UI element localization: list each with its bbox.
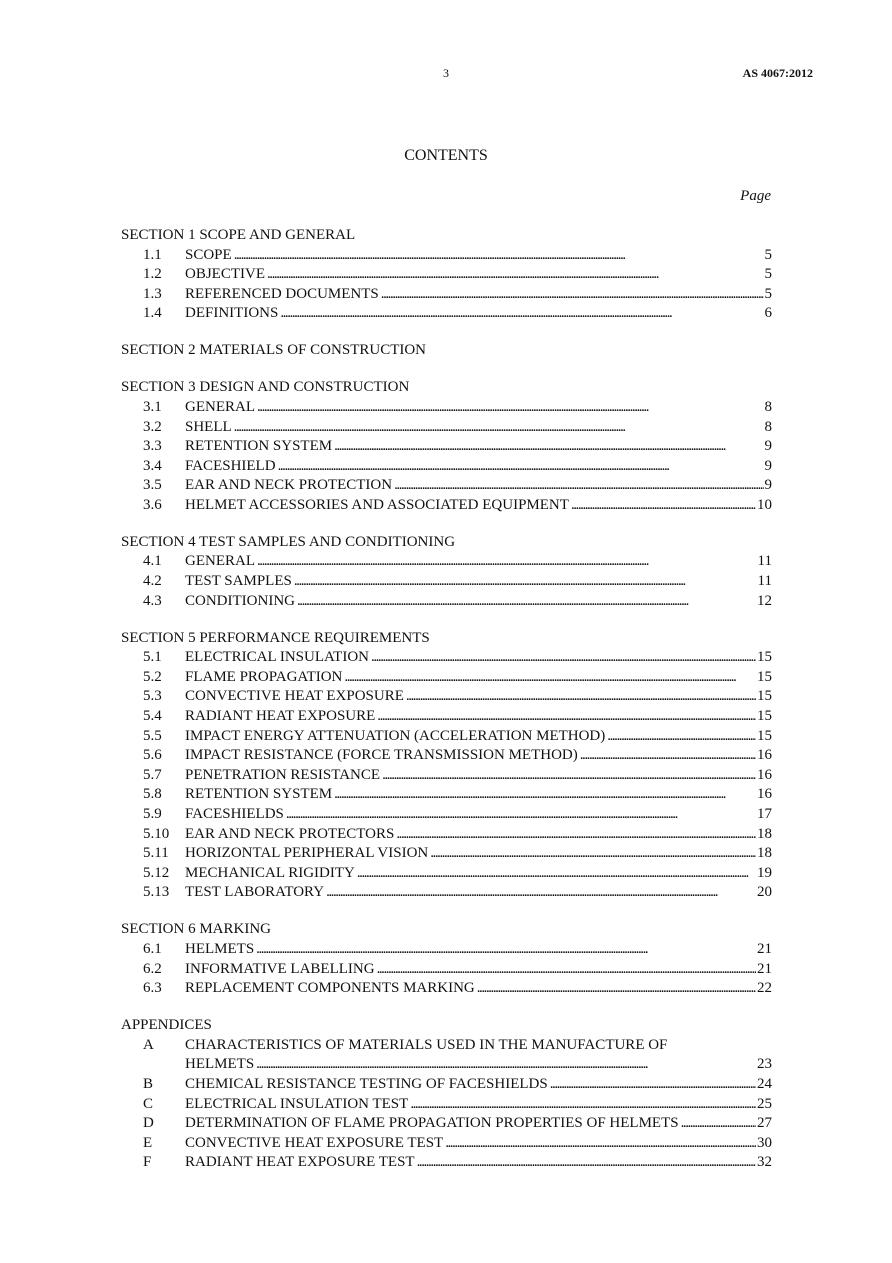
dot-leader (406, 687, 756, 707)
toc-entry[interactable] (121, 805, 772, 825)
toc-entry-page: 15 (757, 727, 772, 744)
toc-entry[interactable] (121, 496, 772, 516)
dot-leader (334, 785, 756, 805)
dot-leader (297, 592, 756, 612)
toc-entry-number: 3.3 (143, 438, 162, 455)
dot-leader (357, 864, 756, 884)
toc-entry-number: 1.2 (143, 266, 162, 283)
toc-entry-page: 11 (757, 573, 772, 590)
toc-entry-number: 3.6 (143, 496, 162, 513)
toc-entry-number: F (143, 1154, 152, 1171)
toc-entry-title: FLAME PROPAGATION (185, 668, 343, 685)
toc-entry-number: 4.3 (143, 592, 162, 609)
toc-entry-page: 24 (757, 1075, 772, 1092)
toc-entry-number: 5.3 (143, 688, 162, 705)
toc-entry-page: 15 (757, 668, 772, 685)
toc-entry-number: 5.8 (143, 786, 162, 803)
toc-entry[interactable] (121, 457, 772, 477)
toc-entry[interactable] (121, 418, 772, 438)
toc-entry-page: 8 (764, 418, 772, 435)
toc-entry-number: 6.1 (143, 940, 162, 957)
toc-entry-number: 5.4 (143, 708, 162, 725)
toc-section-heading[interactable]: SECTION 6 MARKING (121, 921, 271, 938)
table-of-contents (121, 226, 772, 1173)
toc-entry-number: D (143, 1115, 154, 1132)
toc-entry-title: DEFINITIONS (185, 305, 279, 322)
dot-leader (267, 265, 764, 285)
toc-entry-number: B (143, 1075, 154, 1092)
toc-section-heading[interactable]: APPENDICES (121, 1017, 212, 1034)
toc-entry-title: GENERAL (185, 553, 255, 570)
page-number: 3 (443, 66, 449, 80)
toc-entry-title: CONDITIONING (185, 592, 295, 609)
dot-leader (257, 552, 757, 572)
toc-entry[interactable] (121, 940, 772, 960)
dot-leader (477, 979, 756, 999)
toc-entry-title: INFORMATIVE LABELLING (185, 960, 375, 977)
toc-entry-number: 5.10 (143, 825, 170, 842)
toc-entry-page: 16 (757, 786, 772, 803)
dot-leader (280, 304, 763, 324)
toc-entry[interactable] (121, 648, 772, 668)
toc-entry-number: 5.2 (143, 668, 162, 685)
toc-entry-title: EAR AND NECK PROTECTORS (185, 825, 395, 842)
toc-entry[interactable] (121, 592, 772, 612)
toc-entry-page: 5 (764, 266, 772, 283)
toc-entry-page: 8 (764, 398, 772, 415)
toc-entry-title: CHEMICAL RESISTANCE TESTING OF FACESHIELDS (185, 1075, 548, 1092)
toc-entry-page: 27 (757, 1115, 772, 1132)
dot-leader (371, 648, 756, 668)
dot-leader (445, 1134, 756, 1154)
toc-section-heading[interactable]: SECTION 5 PERFORMANCE REQUIREMENTS (121, 629, 430, 646)
toc-entry-title: SCOPE (185, 246, 232, 263)
dot-leader (681, 1114, 756, 1134)
toc-entry-page: 16 (757, 747, 772, 764)
toc-entry-title: TEST SAMPLES (185, 573, 292, 590)
toc-entry-title: CONVECTIVE HEAT EXPOSURE (185, 688, 404, 705)
page-title: CONTENTS (404, 147, 488, 164)
toc-entry[interactable] (121, 1055, 772, 1075)
dot-leader (382, 766, 756, 786)
toc-entry-number: 6.3 (143, 980, 162, 997)
toc-entry-page: 18 (757, 845, 772, 862)
toc-entry-number: 1.4 (143, 305, 162, 322)
dot-leader (344, 668, 756, 688)
toc-entry-number: 5.7 (143, 766, 162, 783)
toc-entry[interactable] (121, 687, 772, 707)
toc-entry[interactable] (121, 1036, 772, 1056)
toc-entry-title: MECHANICAL RIGIDITY (185, 864, 355, 881)
dot-leader (607, 727, 756, 747)
toc-entry-page: 10 (757, 496, 772, 513)
toc-section-heading[interactable]: SECTION 4 TEST SAMPLES AND CONDITIONING (121, 533, 456, 550)
toc-entry[interactable] (121, 979, 772, 999)
toc-entry-title: HELMETS (185, 940, 255, 957)
dot-leader (278, 457, 764, 477)
toc-entry-number: 5.6 (143, 747, 162, 764)
toc-entry-number: E (143, 1134, 153, 1151)
toc-entry-title: HORIZONTAL PERIPHERAL VISION (185, 845, 429, 862)
toc-entry-number: 3.5 (143, 477, 162, 494)
toc-entry[interactable] (121, 552, 772, 572)
toc-section-heading[interactable]: SECTION 3 DESIGN AND CONSTRUCTION (121, 379, 410, 396)
toc-entry-page: 15 (757, 688, 772, 705)
toc-entry-page: 5 (764, 246, 772, 263)
toc-entry-page: 15 (757, 708, 772, 725)
toc-entry-number: 1.3 (143, 285, 162, 302)
toc-entry-title: HELMETS (185, 1056, 255, 1073)
dot-leader (417, 1153, 756, 1173)
toc-entry[interactable] (121, 304, 772, 324)
dot-leader (410, 1095, 756, 1115)
toc-entry[interactable] (121, 1153, 772, 1173)
toc-entry-page: 5 (764, 285, 772, 302)
toc-entry-number: 3.2 (143, 418, 162, 435)
toc-entry[interactable] (121, 246, 772, 266)
toc-entry-title: GENERAL (185, 398, 255, 415)
toc-entry-page: 32 (757, 1154, 772, 1171)
dot-leader (580, 746, 756, 766)
toc-entry-title: TEST LABORATORY (185, 884, 325, 901)
dot-leader (326, 883, 756, 903)
toc-entry-title: CHARACTERISTICS OF MATERIALS USED IN THE MANUFACTURE OF (185, 1036, 668, 1053)
toc-entry-page: 30 (757, 1134, 772, 1151)
page-column-label: Page (740, 188, 771, 204)
toc-entry-title: FACESHIELDS (185, 806, 284, 822)
toc-entry[interactable] (121, 746, 772, 766)
toc-entry-number: A (143, 1036, 154, 1053)
dot-leader (396, 825, 756, 845)
toc-entry-title: SHELL (185, 418, 232, 435)
toc-entry-page: 21 (757, 940, 772, 957)
toc-entry-page: 9 (764, 457, 772, 474)
toc-entry[interactable] (121, 825, 772, 845)
toc-entry-number: C (143, 1095, 154, 1112)
toc-entry-title: ELECTRICAL INSULATION TEST (185, 1095, 409, 1112)
toc-entry-title: HELMET ACCESSORIES AND ASSOCIATED EQUIPMENT (185, 496, 569, 513)
toc-entry-title: PENETRATION RESISTANCE (185, 766, 381, 783)
toc-entry-number: 4.2 (143, 573, 162, 590)
toc-entry[interactable] (121, 727, 772, 747)
toc-entry-number: 5.11 (143, 845, 169, 862)
toc-entry-page: 9 (764, 477, 772, 494)
dot-leader (334, 437, 763, 457)
toc-entry-title: RADIANT HEAT EXPOSURE TEST (185, 1154, 415, 1171)
dot-leader (256, 1055, 756, 1075)
toc-section-heading[interactable]: SECTION 2 MATERIALS OF CONSTRUCTION (121, 342, 427, 359)
toc-entry[interactable] (121, 785, 772, 805)
toc-entry-page: 23 (757, 1056, 772, 1073)
toc-entry[interactable] (121, 960, 772, 980)
toc-entry-page: 11 (757, 553, 772, 570)
toc-entry-number (121, 1055, 185, 1075)
dot-leader (430, 844, 756, 864)
toc-entry-page: 19 (757, 864, 772, 881)
toc-entry-page: 9 (764, 438, 772, 455)
toc-entry-title: REPLACEMENT COMPONENTS MARKING (185, 980, 475, 997)
toc-entry[interactable] (121, 437, 772, 457)
toc-entry[interactable] (121, 668, 772, 688)
toc-entry-page: 22 (757, 980, 772, 997)
dot-leader (256, 940, 756, 960)
toc-entry-page: 12 (757, 592, 772, 609)
toc-entry[interactable] (121, 476, 772, 496)
toc-entry[interactable] (121, 844, 772, 864)
toc-entry-title: RETENTION SYSTEM (185, 438, 333, 455)
toc-entry[interactable] (121, 864, 772, 884)
toc-entry-page: 25 (757, 1095, 772, 1112)
toc-entry-page: 6 (764, 305, 772, 322)
dot-leader (257, 398, 764, 418)
toc-entry-number: 5.1 (143, 649, 162, 666)
dot-leader (377, 960, 756, 980)
toc-entry-title: CONVECTIVE HEAT EXPOSURE TEST (185, 1134, 444, 1151)
toc-entry[interactable] (121, 883, 772, 903)
dot-leader (234, 246, 764, 266)
toc-entry-title: RADIANT HEAT EXPOSURE (185, 708, 376, 725)
toc-entry[interactable] (121, 572, 772, 592)
toc-entry[interactable] (121, 265, 772, 285)
toc-entry-title: REFERENCED DOCUMENTS (185, 285, 379, 302)
toc-entry-page: 21 (757, 960, 772, 977)
toc-entry[interactable] (121, 1095, 772, 1115)
toc-entry-number: 3.1 (143, 398, 162, 415)
toc-entry[interactable] (121, 1075, 772, 1095)
dot-leader (294, 572, 757, 592)
toc-entry-title: IMPACT RESISTANCE (FORCE TRANSMISSION METHOD) (185, 747, 578, 764)
toc-section-heading[interactable]: SECTION 1 SCOPE AND GENERAL (121, 227, 356, 243)
dot-leader (550, 1075, 756, 1095)
dot-leader (394, 476, 763, 496)
toc-entry-page: 18 (757, 825, 772, 842)
toc-entry-title: FACESHIELD (185, 457, 276, 474)
toc-entry-title: IMPACT ENERGY ATTENUATION (ACCELERATION METHOD) (185, 727, 606, 744)
toc-entry-title: DETERMINATION OF FLAME PROPAGATION PROPERTIES OF HELMETS (185, 1115, 679, 1132)
toc-entry[interactable] (121, 766, 772, 786)
dot-leader (571, 496, 756, 516)
toc-entry-number: 6.2 (143, 960, 162, 977)
toc-entry[interactable] (121, 285, 772, 305)
toc-entry-number: 1.1 (143, 246, 162, 263)
toc-entry-number: 4.1 (143, 553, 162, 570)
toc-entry-title: OBJECTIVE (185, 266, 265, 283)
toc-entry-number: 5.5 (143, 727, 162, 744)
toc-entry-number: 5.12 (143, 864, 170, 881)
toc-entry[interactable] (121, 398, 772, 418)
toc-entry[interactable] (121, 1134, 772, 1154)
toc-entry-number: 5.9 (143, 806, 162, 822)
standard-code: AS 4067:2012 (742, 66, 813, 80)
dot-leader (381, 285, 764, 305)
toc-entry-page: 17 (757, 806, 772, 822)
toc-entry-number: 5.13 (143, 884, 170, 901)
dot-leader (234, 418, 764, 438)
dot-leader (286, 805, 756, 825)
toc-entry-page: 20 (757, 884, 772, 901)
dot-leader (377, 707, 756, 727)
toc-entry-title: ELECTRICAL INSULATION (185, 649, 370, 666)
toc-entry[interactable] (121, 707, 772, 727)
toc-entry[interactable] (121, 1114, 772, 1134)
toc-entry-page: 16 (757, 766, 772, 783)
toc-entry-title: RETENTION SYSTEM (185, 786, 333, 803)
toc-entry-page: 15 (757, 649, 772, 666)
toc-entry-title: EAR AND NECK PROTECTION (185, 477, 393, 494)
toc-entry-number: 3.4 (143, 457, 162, 474)
